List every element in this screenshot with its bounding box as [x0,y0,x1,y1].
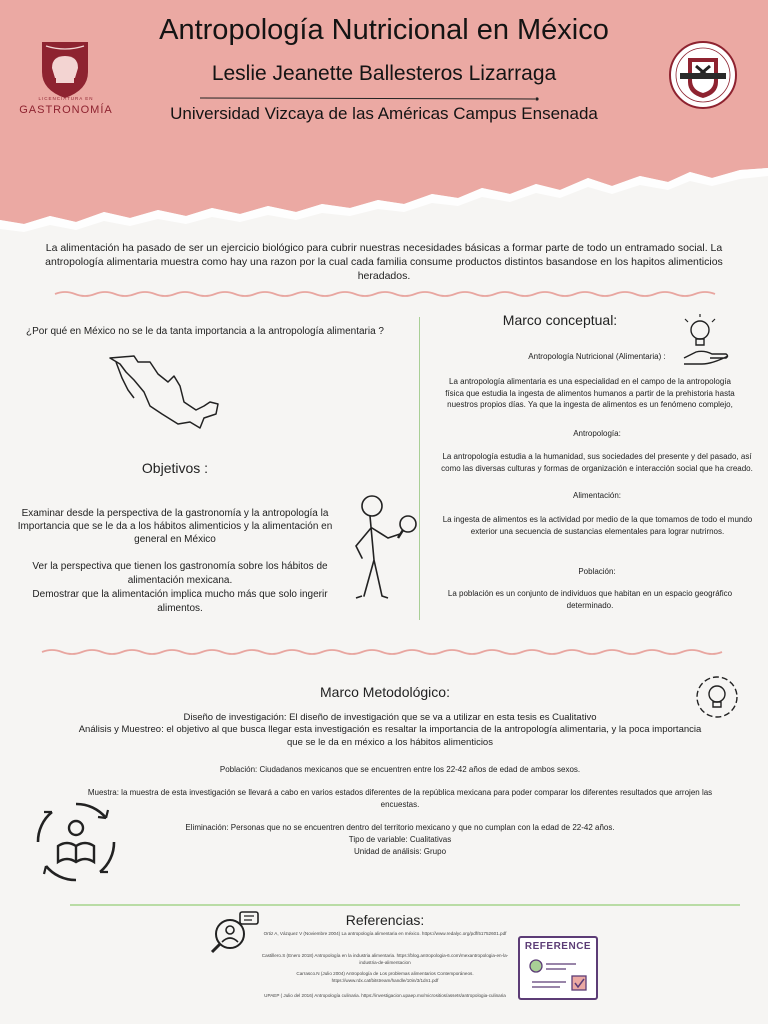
concept-term: Alimentación: [572,491,622,500]
reference-entry: Carrasco.N (Julio 2004) Antropología de Los problemas alimentarios Contemporáneos. https://www.rdx.cat/bitstream/handle/10in/3/1dn1.pdf [296,971,474,983]
column-divider [419,317,420,620]
logo-small-text: LICENCIATURA EN [38,96,94,101]
stick-figure-magnifier-icon [342,492,422,604]
wavy-divider-middle [0,646,768,658]
objective-item: Demostrar que la alimentación implica mucho más que solo ingerir alimentos. [32,589,328,614]
objectives-list [20,560,340,616]
method-elimination: Eliminación: Personas que no se encuentren dentro del territorio mexicano y que no cumplan con la edad de 22-42 años. [185,823,615,832]
reference-badge [518,936,598,1000]
reference-entry: Ortiz A, Vázquez V (Noviembre 2004) La antropología alimentaria en méxico. https://www.redalyc.org/pdf/51752601.pdf [263,931,507,936]
reference-entry: Castillero.S (Enero 2018) Antropología en la industria alimentaria. https://blog.antropologia-6.com/mexantropologia-en-la-industria-de-alimentacion [261,953,509,965]
concept-definition: La antropología alimentaria es una especialidad en el campo de la antropología física que estudia la ingesta de alimentos humanos a partir de la prehistoria hasta nuestros propios días. Ya que la ingesta de alimentos es un fenómeno complejo, [445,377,735,409]
checklist-icon [526,956,590,994]
concept-definition: La ingesta de alimentos es la actividad por medio de la que tomamos de todo el mundo exterior una secuencia de sustancias elementales para lograr nutrirnos. [442,515,753,536]
method-design: Diseño de investigación: El diseño de investigación que se va a utilizar en esta tesis es Cualitativo [183,712,597,723]
concept-definition: La población es un conjunto de individuos que habitan en un espacio geográfico determinado. [447,589,733,610]
logo-brand-text: GASTRONOMÍA [19,104,113,116]
search-person-icon [210,908,262,956]
reader-cycle-icon [34,800,118,884]
author-name: Leslie Jeanette Ballesteros Lizarraga [211,62,557,85]
concept-definition: La antropología estudia a la humanidad, sus sociedades del presente y del pasado, así como las diversas culturas y formas de organización e interacción social que ha creado. [441,452,753,473]
wavy-divider-top [0,288,768,300]
objectives-title: Objetivos : [141,460,209,476]
reference-entry: UPAEP ( Julio del 2016) Antropología culinaria. https://investigacion.upaep.mx/micrositios/assets/antropologia-culinaria [264,993,506,998]
concept-term: Antropología: [573,429,621,438]
method-unit: Unidad de análisis: Grupo [353,847,447,856]
marco-metodologico-title: Marco Metodológico: [320,684,450,700]
intro-paragraph: La alimentación ha pasado de ser un ejercicio biológico para cubrir nuestras necesidades básicas a formar parte de todo un entramado social. La antropología alimentaria muestra como hay una razon por la cual cada familia consume productos distintos basandose en los hapitos alimenticios heradados. [45,242,723,282]
university-name: Universidad Vizcaya de las Américas Campus Ensenada [170,104,598,123]
mexico-map-icon [104,352,226,434]
method-sample: Muestra: la muestra de esta investigación se llevará a cabo en varios estados diferentes de la república mexicana para poder comparar los diferentes resultados que arrojen las encuestas. [87,788,713,809]
reference-badge-label: REFERENCE [524,941,592,952]
research-question: ¿Por qué en México no se le da tanta importancia a la antropología alimentaria ? [26,326,384,337]
references-divider [70,904,740,906]
concept-term: Antropología Nutricional (Alimentaria) : [528,352,666,361]
method-variable: Tipo de variable: Cualitativas [348,835,452,844]
references-title: Referencias: [345,912,425,928]
title-divider [200,94,540,102]
objective-item: Examinar desde la perspectiva de la gastronomía y la antropología la Importancia que se le da a los hábitos alimenticios y la alimentación en general en México [17,508,333,545]
method-analysis: Análisis y Muestreo: el objetivo al que busca llegar esta investigación es resaltar la importancia de la antropología alimentaria, y la poca importancia que se le da en méxico a los hábitos alimenticios [78,724,702,748]
poster-title: Antropología Nutricional en México [159,14,609,46]
method-population: Población: Ciudadanos mexicanos que se encuentren entre los 22-42 años de edad de ambos sexos. [219,765,581,774]
objective-item: Ver la perspectiva que tienen los gastronomía sobre los hábitos de alimentación mexicana. [32,561,328,586]
marco-conceptual-title: Marco conceptual: [502,312,618,328]
concept-term: Población: [578,567,616,576]
